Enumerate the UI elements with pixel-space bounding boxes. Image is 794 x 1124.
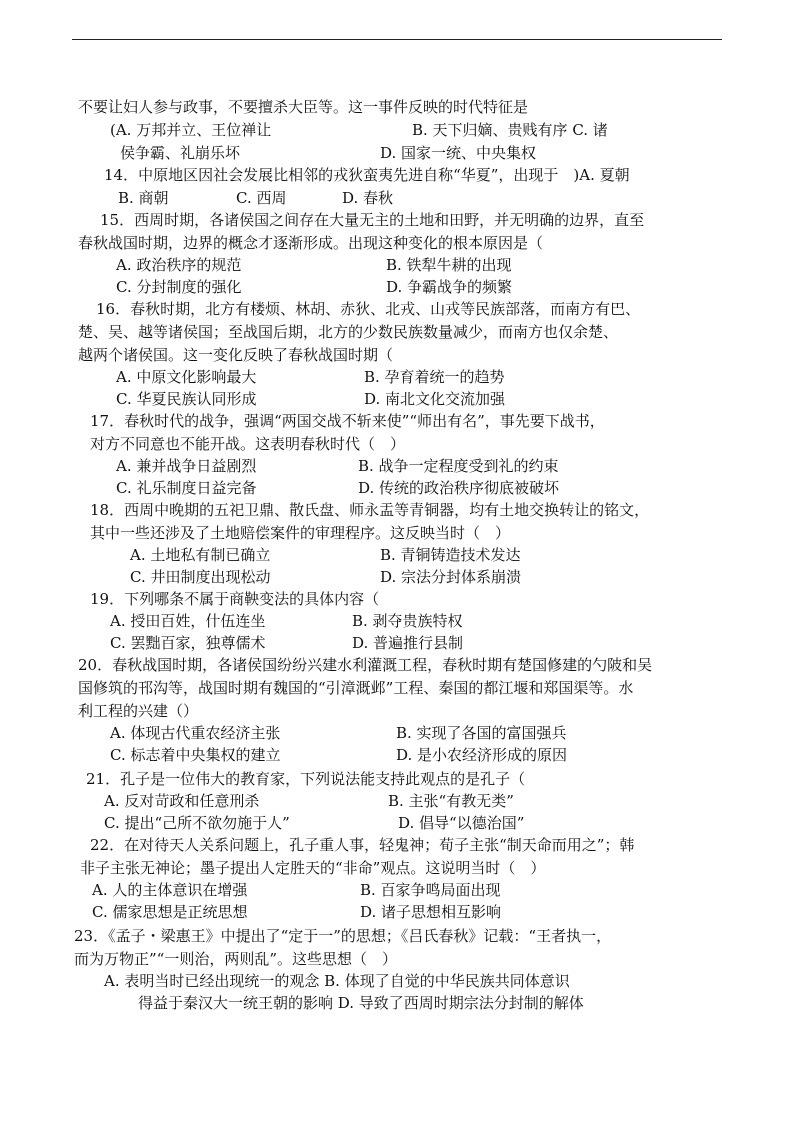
question-15: 15．西周时期，各诸侯国之间存在大量无主的土地和田野，并无明确的边界，直至 bbox=[100, 211, 645, 229]
text-line: 其中一些还涉及了土地赔偿案件的审理程序。这反映当时（ ） bbox=[90, 524, 511, 542]
text-line: 不要让妇人参与政事，不要擅杀大臣等。这一事件反映的时代特征是 bbox=[78, 98, 529, 116]
text-line: 利工程的兴建（） bbox=[78, 702, 199, 720]
option-b: B. 战争一定程度受到礼的约束 bbox=[358, 457, 559, 475]
option-b: B. 青铜铸造技术发达 bbox=[380, 546, 521, 564]
option-d: D. 诸子思想相互影响 bbox=[360, 903, 502, 921]
option-d: D. 宗法分封体系崩溃 bbox=[380, 568, 522, 586]
question-20: 20．春秋战国时期，各诸侯国纷纷兴建水利灌溉工程，春秋时期有楚国修建的勺陂和吴 bbox=[78, 656, 653, 674]
option-a: (A. 万邦并立、王位禅让 bbox=[110, 121, 272, 139]
options-cd: 得益于秦汉大一统王朝的影响 D. 导致了西周时期宗法分封制的解体 bbox=[138, 994, 584, 1012]
text-line: 侯争霸、礼崩乐坏 bbox=[120, 144, 241, 162]
option-c: C. 标志着中央集权的建立 bbox=[110, 746, 281, 764]
option-c: C. 分封制度的强化 bbox=[116, 278, 242, 296]
question-23: 23．《孟子・梁惠王》中提出了“定于一”的思想；《吕氏春秋》记载：“王者执一， bbox=[74, 927, 612, 945]
text-line: 越两个诸侯国。这一变化反映了春秋战国时期（ bbox=[78, 346, 394, 364]
option-b: B. 主张“有教无类” bbox=[388, 792, 514, 810]
option-a: A. 兼并战争日益剧烈 bbox=[116, 457, 257, 475]
question-14: 14．中原地区因社会发展比相邻的戎狄蛮夷先进自称“华夏”，出现于 )A. 夏朝 bbox=[104, 166, 630, 184]
option-b: B. 铁犁牛耕的出现 bbox=[386, 256, 512, 274]
option-b: B. 百家争鸣局面出现 bbox=[360, 881, 501, 899]
option-b: B. 商朝 bbox=[118, 189, 169, 207]
option-d: D. 南北文化交流加强 bbox=[364, 390, 506, 408]
option-c: C. 礼乐制度日益完备 bbox=[116, 479, 257, 497]
option-b: B. 孕育着统一的趋势 bbox=[364, 368, 505, 386]
option-b: B. 实现了各国的富国强兵 bbox=[396, 724, 567, 742]
text-line: 对方不同意也不能开战。这表明春秋时代（ ） bbox=[90, 435, 406, 453]
option-a: A. 中原文化影响最大 bbox=[116, 368, 257, 386]
option-a: A. 体现古代重农经济主张 bbox=[110, 724, 281, 742]
option-d: D. 是小农经济形成的原因 bbox=[396, 746, 568, 764]
option-c: C. 罢黜百家，独尊儒术 bbox=[110, 634, 266, 652]
text-line: 而为万物正”“一则治，两则乱”。这些思想（ ） bbox=[74, 950, 398, 968]
option-a: A. 人的主体意识在增强 bbox=[92, 881, 248, 899]
option-d: D. 传统的政治秩序彻底被破坏 bbox=[358, 479, 560, 497]
option-b: B. 天下归嫡、贵贱有序 C. 诸 bbox=[412, 121, 608, 139]
question-22: 22．在对待天人关系问题上，孔子重人事，轻鬼神；荀子主张“制天命而用之”；韩 bbox=[90, 836, 635, 854]
header-rule bbox=[72, 39, 722, 40]
text-line: 春秋战国时期，边界的概念才逐渐形成。出现这种变化的根本原因是（ bbox=[78, 234, 544, 252]
option-d: D. 春秋 bbox=[342, 189, 394, 207]
option-c: C. 华夏民族认同形成 bbox=[116, 390, 257, 408]
question-21: 21．孔子是一位伟大的教育家，下列说法能支持此观点的是孔子（ bbox=[86, 770, 526, 788]
option-c: C. 井田制度出现松动 bbox=[130, 568, 271, 586]
option-b: B. 剥夺贵族特权 bbox=[352, 612, 463, 630]
options-ab: A. 表明当时已经出现统一的观念 B. 体现了自觉的中华民族共同体意识 bbox=[104, 972, 570, 990]
text-line: 国修筑的邗沟等，战国时期有魏国的“引漳溉邺”工程、秦国的都江堰和郑国渠等。水 bbox=[78, 679, 634, 697]
question-19: 19．下列哪条不属于商鞅变法的具体内容（ bbox=[90, 590, 380, 608]
option-a: A. 土地私有制已确立 bbox=[130, 546, 271, 564]
option-c: C. 西周 bbox=[236, 189, 287, 207]
option-c: C. 儒家思想是正统思想 bbox=[92, 903, 248, 921]
option-d: D. 倡导“以德治国” bbox=[398, 814, 525, 832]
question-16: 16．春秋时期，北方有楼烦、林胡、赤狄、北戎、山戎等民族部落，而南方有巴、 bbox=[96, 300, 641, 318]
option-d: D. 普遍推行县制 bbox=[352, 634, 464, 652]
option-a: A. 政治秩序的规范 bbox=[116, 256, 242, 274]
option-c: C. 提出“己所不欲勿施于人” bbox=[104, 814, 290, 832]
option-d: D. 争霸战争的频繁 bbox=[386, 278, 513, 296]
text-line: 非子主张无神论；墨子提出人定胜天的“非命”观点。这说明当时（ ） bbox=[80, 859, 546, 877]
option-a: A. 授田百姓，什伍连坐 bbox=[110, 612, 266, 630]
option-a: A. 反对苛政和任意刑杀 bbox=[104, 792, 260, 810]
text-line: 楚、吴、越等诸侯国；至战国后期，北方的少数民族数量减少，而南方也仅余楚、 bbox=[78, 323, 619, 341]
option-d: D. 国家一统、中央集权 bbox=[380, 144, 537, 162]
question-18: 18．西周中晚期的五祀卫鼎、散氏盘、师永盂等青铜器，均有土地交换转让的铭文， bbox=[90, 501, 650, 519]
question-17: 17．春秋时代的战争，强调“两国交战不斩来使”“师出有名”，事先要下战书， bbox=[90, 412, 605, 430]
